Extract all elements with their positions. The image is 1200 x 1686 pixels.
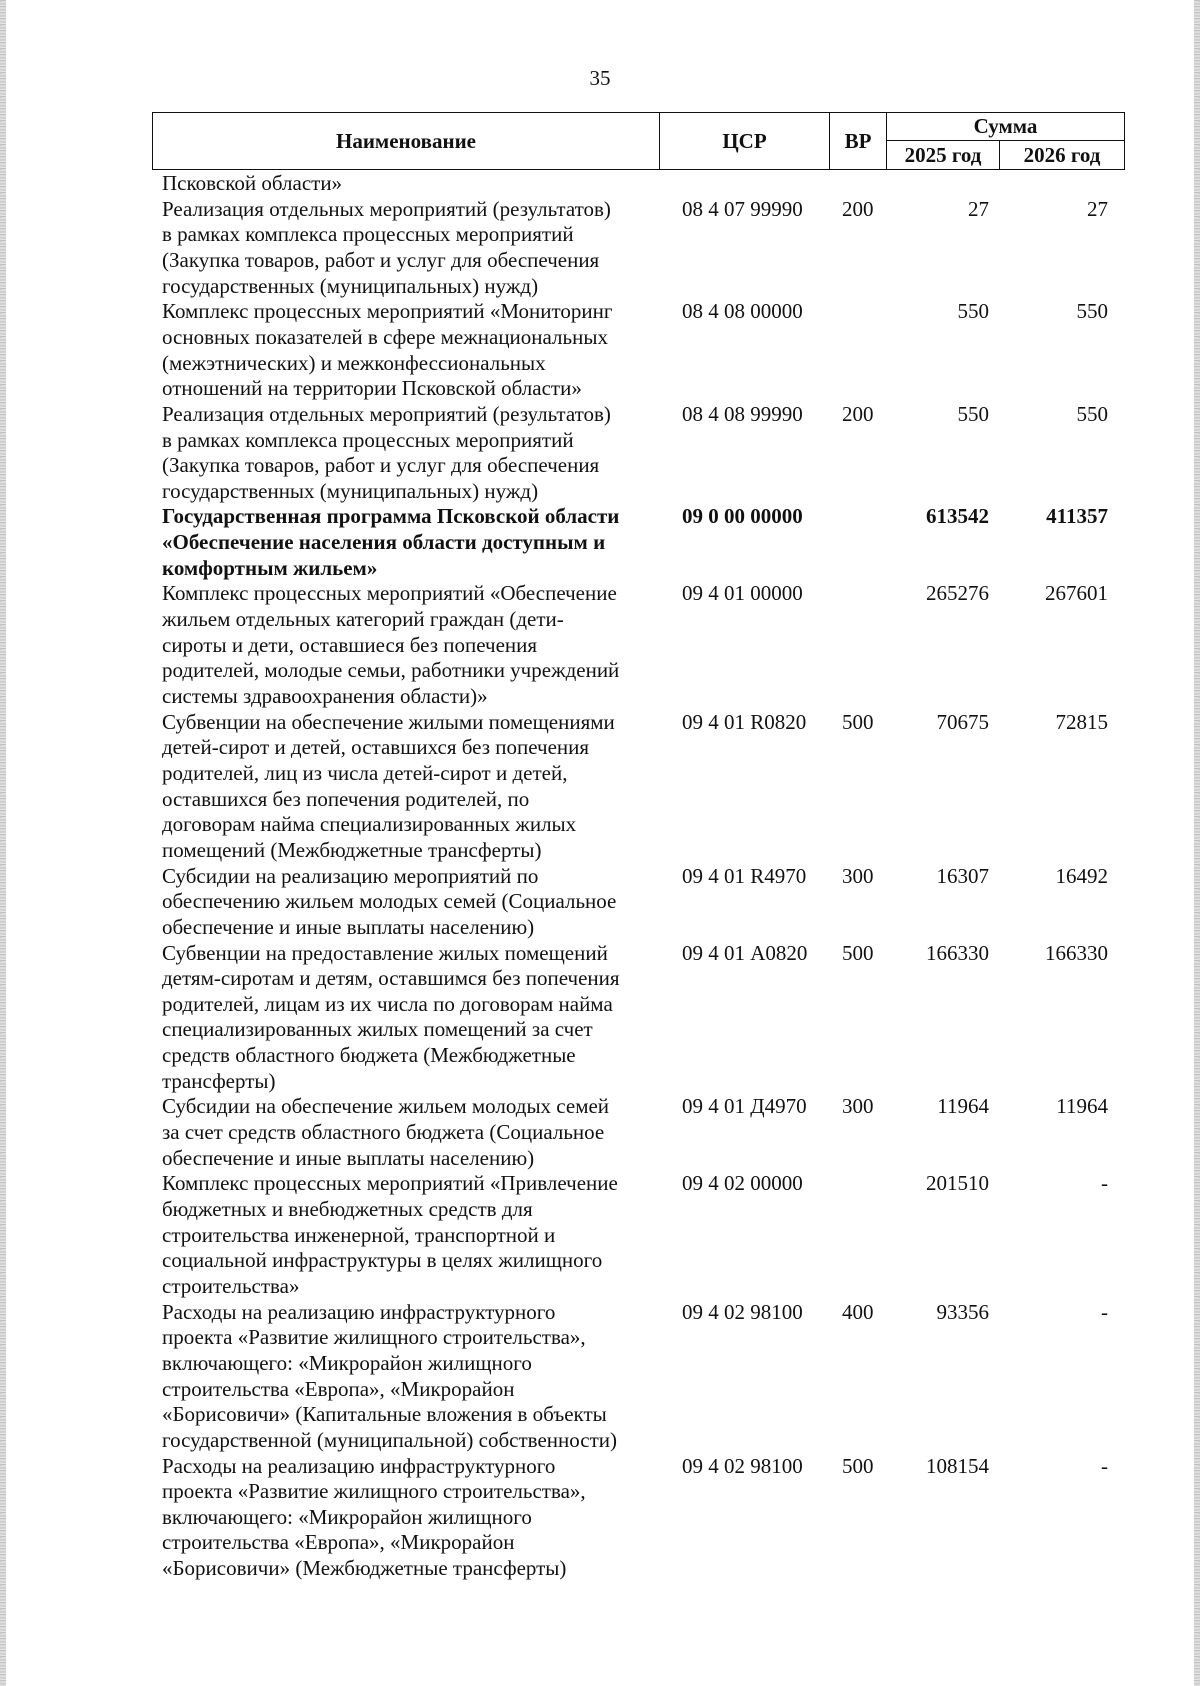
table-row [0, 298, 1200, 324]
row-value-2026: - [1101, 1453, 1108, 1478]
table-row [0, 1324, 1200, 1350]
table-row [0, 247, 1200, 273]
row-name: специализированных жилых помещений за счет [162, 1017, 593, 1042]
row-csr: 08 4 08 00000 [682, 299, 803, 324]
header-vr: ВР [830, 113, 887, 170]
row-vr: 300 [842, 1094, 874, 1119]
table-row [0, 1093, 1200, 1119]
table-row [0, 401, 1200, 427]
row-csr: 08 4 08 99990 [682, 401, 803, 426]
row-name: строительства инженерной, транспортной и [162, 1222, 556, 1247]
row-name: Комплекс процессных мероприятий «Обеспечение [162, 581, 617, 606]
table-row [0, 1016, 1200, 1042]
table-row [0, 503, 1200, 529]
row-value-2025: 550 [957, 401, 989, 426]
row-name: включающего: «Микрорайон жилищного [162, 1504, 532, 1529]
table-row [0, 1555, 1200, 1581]
row-vr: 200 [842, 196, 874, 221]
row-csr: 09 4 01 00000 [682, 581, 803, 606]
header-sum: Сумма [887, 113, 1125, 141]
row-csr: 09 4 02 98100 [682, 1453, 803, 1478]
row-value-2026: 11964 [1056, 1094, 1108, 1119]
row-csr: 09 4 01 Д4970 [682, 1094, 807, 1119]
row-name: Расходы на реализацию инфраструктурного [162, 1299, 556, 1324]
row-name: в рамках комплекса процессных мероприятий [162, 427, 574, 452]
table-row [0, 350, 1200, 376]
row-value-2025: 265276 [926, 581, 989, 606]
row-name: проекта «Развитие жилищного строительства», [162, 1479, 586, 1504]
row-value-2026: 16492 [1055, 863, 1108, 888]
table-row [0, 863, 1200, 889]
row-vr: 400 [842, 1299, 874, 1324]
table-row [0, 786, 1200, 812]
table-row [0, 1273, 1200, 1299]
row-value-2025: 108154 [926, 1453, 989, 1478]
row-name: государственных (муниципальных) нужд) [162, 478, 539, 503]
row-name: строительства» [162, 1273, 300, 1298]
row-name: оставшихся без попечения родителей, по [162, 786, 530, 811]
table-row [0, 1299, 1200, 1325]
table-row [0, 196, 1200, 222]
row-value-2026: 550 [1076, 401, 1108, 426]
table-row [0, 1453, 1200, 1479]
row-value-2025: 70675 [936, 709, 989, 734]
row-name: жильем отдельных категорий граждан (дети- [162, 607, 564, 632]
table-row [0, 657, 1200, 683]
row-name: родителей, лиц из числа детей-сирот и детей, [162, 760, 568, 785]
row-name: системы здравоохранения области)» [162, 684, 488, 708]
row-name: Комплекс процессных мероприятий «Мониторинг [162, 299, 613, 324]
table-row [0, 991, 1200, 1017]
table-row [0, 324, 1200, 350]
table-row [0, 375, 1200, 401]
row-name: (Закупка товаров, работ и услуг для обеспечения [162, 247, 600, 272]
row-value-2025: 27 [968, 196, 989, 221]
row-name: детям-сиротам и детям, оставшимся без попечения [162, 966, 620, 991]
table-row [0, 1247, 1200, 1273]
table-row [0, 273, 1200, 299]
table-row [0, 760, 1200, 786]
row-name: (Закупка товаров, работ и услуг для обеспечения [162, 453, 600, 478]
row-csr: 08 4 07 99990 [682, 196, 803, 221]
row-name: строительства «Европа», «Микрорайон [162, 1376, 515, 1401]
row-value-2025: 11964 [937, 1094, 989, 1119]
row-vr: 500 [842, 1453, 874, 1478]
table-row [0, 1350, 1200, 1376]
table-row [0, 1401, 1200, 1427]
row-csr: 09 4 01 R4970 [682, 863, 807, 888]
table-row [0, 1529, 1200, 1555]
table-row [0, 837, 1200, 863]
row-name: Субвенции на предоставление жилых помещений [162, 940, 608, 965]
table-row [0, 478, 1200, 504]
row-name: «Обеспечение населения области доступным и [162, 530, 606, 555]
table-row [0, 1376, 1200, 1402]
row-name: государственных (муниципальных) нужд) [162, 273, 539, 298]
table-row [0, 1068, 1200, 1094]
row-name: основных показателей в сфере межнациональных [162, 324, 608, 349]
row-vr: 500 [842, 709, 874, 734]
row-value-2025: 201510 [926, 1171, 989, 1196]
row-csr: 09 4 02 98100 [682, 1299, 803, 1324]
table-row [0, 940, 1200, 966]
row-value-2026: 27 [1087, 196, 1108, 221]
row-name: Комплекс процессных мероприятий «Привлечение [162, 1171, 618, 1196]
row-value-2025: 166330 [926, 940, 989, 965]
table-row [0, 452, 1200, 478]
table-header [152, 112, 1125, 170]
table-row [0, 1170, 1200, 1196]
row-name: обеспечение и иные выплаты населению) [162, 914, 535, 939]
row-csr: 09 4 01 А0820 [682, 940, 808, 965]
table-row [0, 1145, 1200, 1171]
row-csr: 09 4 02 00000 [682, 1171, 803, 1196]
row-name: Субсидии на обеспечение жильем молодых семей [162, 1094, 610, 1119]
row-name: Реализация отдельных мероприятий (результатов) [162, 401, 611, 426]
header-csr: ЦСР [660, 113, 830, 170]
table-row [0, 170, 1200, 196]
row-value-2026: 550 [1076, 299, 1108, 324]
row-vr: 500 [842, 940, 874, 965]
row-name: комфортным жильем» [162, 555, 378, 580]
row-name: трансферты) [162, 1068, 276, 1093]
row-name: Расходы на реализацию инфраструктурного [162, 1453, 556, 1478]
table-row [0, 811, 1200, 837]
row-value-2026: - [1101, 1171, 1108, 1196]
table-row [0, 555, 1200, 581]
table-row [0, 888, 1200, 914]
row-value-2025: 613542 [926, 504, 989, 529]
row-name: Государственная программа Псковской области [162, 504, 620, 529]
row-value-2025: 550 [957, 299, 989, 324]
table-row [0, 1478, 1200, 1504]
row-name: социальной инфраструктуры в целях жилищного [162, 1248, 603, 1273]
row-name: за счет средств областного бюджета (Социальное [162, 1120, 605, 1145]
row-name: строительства «Европа», «Микрорайон [162, 1530, 515, 1555]
page-number: 35 [589, 66, 611, 90]
row-name: родителей, лицам из их числа по договорам найма [162, 991, 613, 1016]
row-name: обеспечение и иные выплаты населению) [162, 1145, 535, 1170]
row-name: помещений (Межбюджетные трансферты) [162, 837, 542, 862]
table-row [0, 427, 1200, 453]
row-name: отношений на территории Псковской области» [162, 376, 582, 401]
row-name: государственной (муниципальной) собственности) [162, 1427, 618, 1452]
row-vr: 300 [842, 863, 874, 888]
table-row [0, 1504, 1200, 1530]
row-name: родителей, молодые семьи, работники учреждений [162, 658, 620, 683]
row-name: Реализация отдельных мероприятий (результатов) [162, 196, 611, 221]
table-row [0, 1427, 1200, 1453]
row-value-2025: 93356 [936, 1299, 989, 1324]
row-name: детей-сирот и детей, оставшихся без попечения [162, 735, 590, 760]
row-csr: 09 0 00 00000 [682, 504, 803, 529]
row-csr: 09 4 01 R0820 [682, 709, 807, 734]
row-name: в рамках комплекса процессных мероприятий [162, 222, 574, 247]
row-name: сироты и дети, оставшиеся без попечения [162, 632, 538, 657]
row-value-2026: 411357 [1046, 504, 1108, 529]
header-year-2025: 2025 год [887, 141, 1000, 170]
table-row [0, 914, 1200, 940]
row-vr: 200 [842, 401, 874, 426]
row-value-2026: 267601 [1045, 581, 1108, 606]
table-row [0, 529, 1200, 555]
row-name: включающего: «Микрорайон жилищного [162, 1350, 532, 1375]
row-name: проекта «Развитие жилищного строительства», [162, 1325, 586, 1350]
table-row [0, 606, 1200, 632]
row-name: средств областного бюджета (Межбюджетные [162, 1043, 576, 1068]
header-name: Наименование [153, 113, 660, 170]
row-name: обеспечению жильем молодых семей (Социальное [162, 889, 617, 914]
row-name: Субвенции на обеспечение жилыми помещениями [162, 709, 615, 734]
table-row [0, 683, 1200, 709]
row-name: Субсидии на реализацию мероприятий по [162, 863, 539, 888]
table-row [0, 965, 1200, 991]
row-value-2026: - [1101, 1299, 1108, 1324]
row-name: Псковской области» [162, 171, 343, 195]
row-name: бюджетных и внебюджетных средств для [162, 1197, 533, 1221]
row-name: (межэтнических) и межконфессиональных [162, 350, 546, 375]
row-value-2026: 72815 [1055, 709, 1108, 734]
table-row [0, 632, 1200, 658]
row-name: «Борисовичи» (Межбюджетные трансферты) [162, 1556, 567, 1581]
table-row [0, 709, 1200, 735]
header-year-2026: 2026 год [1000, 141, 1125, 170]
row-value-2025: 16307 [936, 863, 989, 888]
table-row [0, 580, 1200, 606]
row-value-2026: 166330 [1045, 940, 1108, 965]
table-row [0, 1042, 1200, 1068]
table-row [0, 1222, 1200, 1248]
row-name: «Борисовичи» (Капитальные вложения в объекты [162, 1402, 607, 1427]
table-row [0, 734, 1200, 760]
table-row [0, 221, 1200, 247]
table-row [0, 1119, 1200, 1145]
row-name: договорам найма специализированных жилых [162, 812, 577, 837]
table-row [0, 1196, 1200, 1222]
